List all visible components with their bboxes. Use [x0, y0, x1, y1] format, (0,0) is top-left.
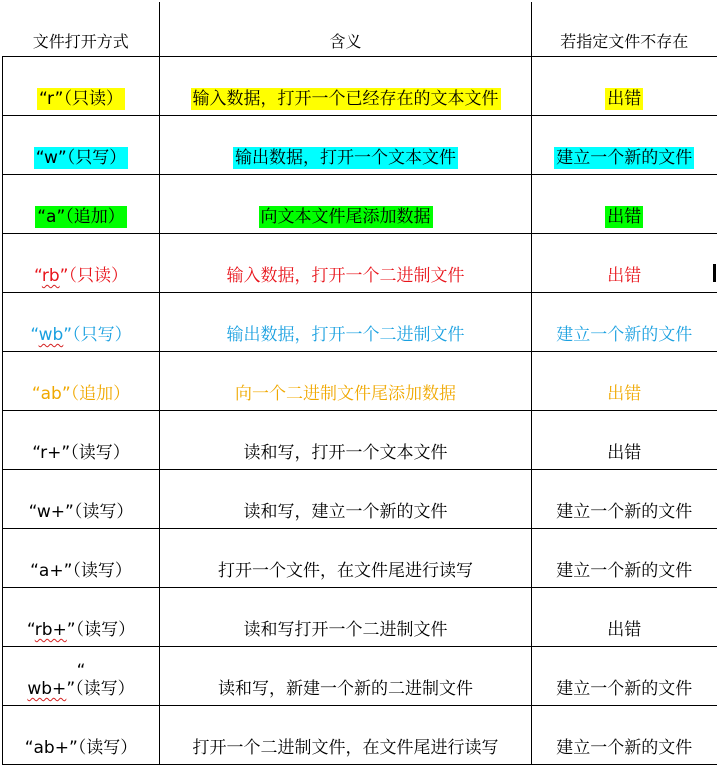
mode-stacked	[27, 662, 134, 698]
mode-quote-open: “	[31, 384, 41, 404]
text-cursor-mark	[713, 264, 716, 282]
missing-text: 建立一个新的文件	[556, 148, 693, 168]
mode-suffix: ”（读写）	[68, 738, 138, 758]
table-row	[3, 529, 717, 588]
mode-quote-open: “	[26, 620, 35, 640]
mode-code: wb+	[27, 679, 67, 699]
header-missing: 若指定文件不存在	[532, 2, 717, 57]
mode-cell	[3, 57, 160, 116]
missing-text: 出错	[607, 207, 642, 227]
missing-cell	[532, 116, 717, 175]
table-row	[3, 116, 717, 175]
table-row	[3, 647, 717, 706]
mode-suffix: ”（只写）	[57, 148, 127, 168]
mode-suffix: ”（读写）	[61, 443, 130, 463]
missing-text: 建立一个新的文件	[532, 529, 717, 588]
meaning-text: 读和写，建立一个新的文件	[160, 470, 532, 529]
mode-code: ab+	[33, 738, 69, 758]
mode-quote-open: “	[34, 266, 42, 286]
missing-text: 出错	[532, 352, 717, 411]
mode-quote-open: “	[24, 738, 34, 758]
missing-text: 出错	[607, 89, 642, 109]
table-row	[3, 411, 717, 470]
table-row	[3, 293, 717, 352]
mode-code: w	[43, 148, 58, 168]
table-row	[3, 352, 717, 411]
mode-highlight	[37, 88, 125, 110]
mode-suffix: ”（读写）	[65, 502, 134, 522]
missing-text: 出错	[532, 588, 717, 647]
header-meaning: 含义	[160, 2, 532, 57]
mode-suffix: ”（只读）	[54, 89, 123, 109]
mode-cell	[3, 352, 160, 411]
mode-suffix: ”（只写）	[63, 325, 132, 345]
meaning-cell	[160, 175, 532, 234]
mode-suffix: ”（读写）	[66, 620, 136, 640]
mode-quote-open: “	[28, 502, 37, 522]
file-mode-table	[2, 2, 717, 765]
mode-code: wb	[38, 325, 64, 345]
mode-code: w+	[36, 502, 66, 522]
mode-cell	[3, 234, 160, 293]
mode-highlight	[34, 147, 128, 169]
mode-code: a	[46, 207, 57, 227]
meaning-text: 读和写，打开一个文本文件	[160, 411, 532, 470]
mode-quote-open: “	[30, 325, 39, 345]
table-row	[3, 588, 717, 647]
header-mode: 文件打开方式	[3, 2, 160, 57]
missing-text: 建立一个新的文件	[532, 706, 717, 765]
mode-quote-open: “	[39, 89, 47, 109]
meaning-cell	[160, 116, 532, 175]
mode-suffix: ”（追加）	[61, 384, 131, 404]
meaning-cell	[160, 57, 532, 116]
mode-cell	[3, 706, 160, 765]
table-row	[3, 175, 717, 234]
mode-suffix: ”（读写）	[63, 561, 132, 581]
meaning-text: 输入数据，打开一个已经存在的文本文件	[192, 89, 499, 109]
mode-cell	[3, 175, 160, 234]
missing-cell	[532, 57, 717, 116]
mode-cell	[3, 647, 160, 706]
mode-cell	[3, 529, 160, 588]
mode-quote-open: “	[30, 561, 39, 581]
missing-text: 建立一个新的文件	[532, 647, 717, 706]
table-row	[3, 57, 717, 116]
mode-cell	[3, 293, 160, 352]
mode-quote-open: “	[76, 661, 86, 681]
missing-text: 出错	[532, 411, 717, 470]
meaning-text: 输出数据，打开一个二进制文件	[160, 293, 532, 352]
mode-suffix: ”（读写）	[66, 679, 135, 699]
mode-code: ab	[40, 384, 62, 404]
mode-suffix: ”（追加）	[56, 207, 125, 227]
mode-code: a+	[38, 561, 64, 581]
table-row	[3, 234, 717, 293]
mode-quote-open: “	[37, 207, 47, 227]
meaning-text: 输入数据，打开一个二进制文件	[160, 234, 532, 293]
mode-suffix: ”（只读）	[59, 266, 128, 286]
mode-quote-open: “	[35, 148, 44, 168]
mode-cell	[3, 411, 160, 470]
mode-cell	[3, 116, 160, 175]
mode-code: r	[46, 89, 55, 109]
mode-quote-open: “	[32, 443, 41, 463]
header-row	[3, 2, 717, 57]
mode-code: rb	[41, 266, 60, 286]
mode-highlight	[35, 206, 127, 228]
meaning-text: 向一个二进制文件尾添加数据	[160, 352, 532, 411]
meaning-text: 输出数据，打开一个文本文件	[235, 148, 456, 168]
mode-code: r+	[40, 443, 62, 463]
missing-text: 建立一个新的文件	[532, 293, 717, 352]
meaning-text: 读和写，新建一个新的二进制文件	[160, 647, 532, 706]
meaning-text: 读和写打开一个二进制文件	[160, 588, 532, 647]
missing-cell	[532, 175, 717, 234]
missing-text: 出错	[532, 234, 717, 293]
mode-cell	[3, 470, 160, 529]
mode-cell	[3, 588, 160, 647]
meaning-text: 向文本文件尾添加数据	[260, 207, 431, 227]
table-row	[3, 470, 717, 529]
meaning-text: 打开一个文件，在文件尾进行读写	[160, 529, 532, 588]
meaning-text: 打开一个二进制文件，在文件尾进行读写	[160, 706, 532, 765]
table-row	[3, 706, 717, 765]
missing-text: 建立一个新的文件	[532, 470, 717, 529]
mode-code: rb+	[34, 620, 67, 640]
